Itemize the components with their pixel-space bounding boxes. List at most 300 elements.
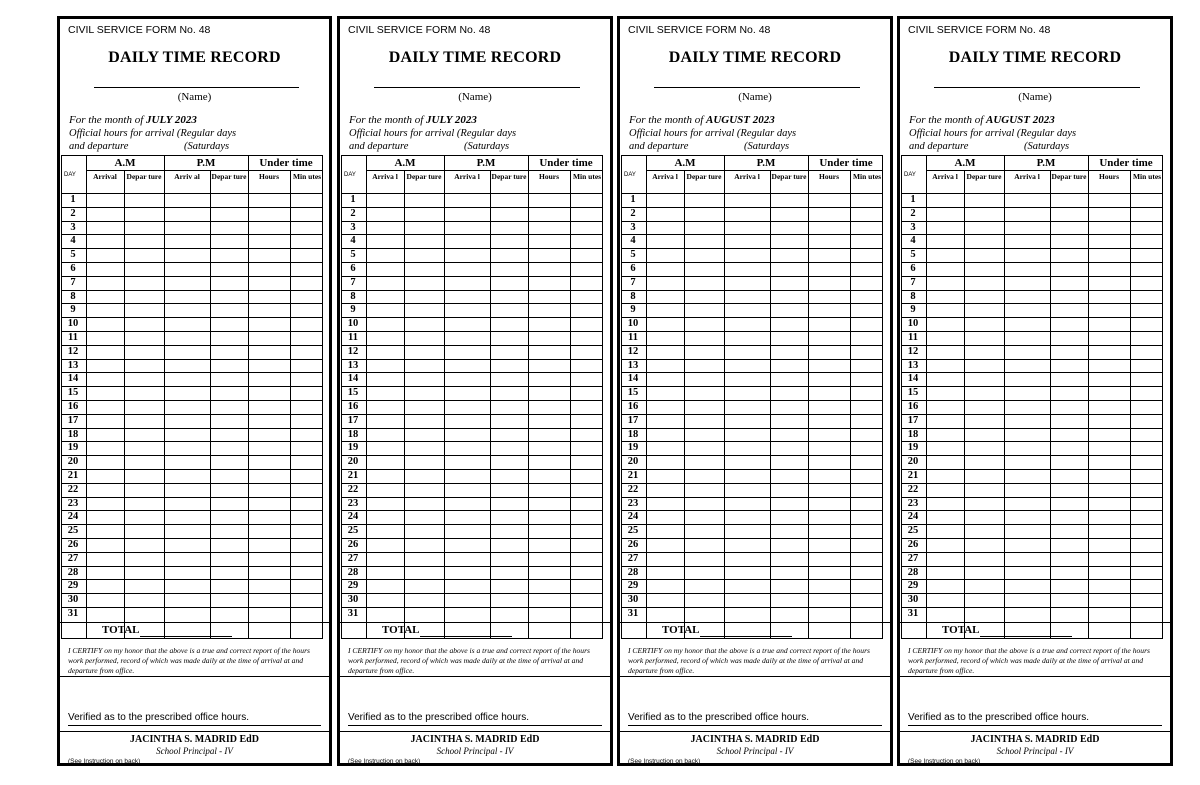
pm-header: P.M xyxy=(1036,157,1056,169)
day-number: 13 xyxy=(627,359,639,371)
day-row-line xyxy=(62,469,322,470)
signature-line xyxy=(348,725,602,726)
day-row-line xyxy=(342,262,602,263)
name-field[interactable] xyxy=(94,87,299,88)
time-grid xyxy=(621,155,883,639)
am-arrival-header: Arriva l xyxy=(932,172,958,181)
verified-text: Verified as to the prescribed office hours. xyxy=(68,712,250,723)
day-row-line xyxy=(902,345,1162,346)
day-row-line xyxy=(622,455,882,456)
official-hours-departure xyxy=(349,141,510,152)
day-number: 23 xyxy=(907,497,919,509)
day-number: 23 xyxy=(347,497,359,509)
day-row-line xyxy=(62,510,322,511)
day-number: 19 xyxy=(627,442,639,454)
day-number: 11 xyxy=(68,332,78,343)
day-row-line xyxy=(902,276,1162,277)
day-number: 9 xyxy=(630,304,636,316)
principal-title: School Principal - IV xyxy=(156,746,233,756)
day-number: 8 xyxy=(630,290,636,302)
day-number: 19 xyxy=(907,442,919,454)
day-row-line xyxy=(62,276,322,277)
day-number: 17 xyxy=(907,414,919,426)
form-code: CIVIL SERVICE FORM No. 48 xyxy=(908,24,1051,36)
day-number: 28 xyxy=(347,566,359,578)
day-row-line xyxy=(902,386,1162,387)
certification-text: I CERTIFY on my honor that the above is a true and correct report of the hours work performed, record of which was made daily at the time of arrival at and departure from office. xyxy=(348,646,590,675)
day-row-line xyxy=(622,524,882,525)
day-row-line xyxy=(622,552,882,553)
day-row-line xyxy=(902,455,1162,456)
day-row-line xyxy=(342,317,602,318)
day-row-line xyxy=(62,207,322,208)
day-row-line xyxy=(342,221,602,222)
day-row-line xyxy=(622,331,882,332)
day-number: 24 xyxy=(347,511,359,523)
day-number: 22 xyxy=(67,483,79,495)
day-row-line xyxy=(62,441,322,442)
day-number: 27 xyxy=(67,552,79,564)
day-row-line xyxy=(622,414,882,415)
day-number: 6 xyxy=(910,263,916,274)
day-number: 1 xyxy=(350,194,356,205)
pm-arrival-header: Arriv al xyxy=(174,172,200,181)
day-number: 7 xyxy=(630,276,636,288)
day-number: 2 xyxy=(630,207,636,219)
day-row-line xyxy=(342,345,602,346)
section-divider xyxy=(60,676,329,677)
day-row-line xyxy=(622,276,882,277)
day-number: 3 xyxy=(350,221,356,233)
day-number: 10 xyxy=(627,318,639,330)
day-number: 29 xyxy=(67,580,79,592)
saturdays-label: (Saturdays xyxy=(464,141,510,152)
undertime-hours-header: Hours xyxy=(258,172,279,181)
day-row-line xyxy=(622,386,882,387)
day-row-line xyxy=(342,593,602,594)
day-number: 3 xyxy=(630,221,636,233)
day-row-line xyxy=(902,607,1162,608)
day-number: 27 xyxy=(347,552,359,564)
principal-name: JACINTHA S. MADRID EdD xyxy=(410,734,540,745)
day-row-line xyxy=(342,386,602,387)
day-number: 2 xyxy=(70,207,76,219)
day-number: 26 xyxy=(627,539,639,550)
day-row-line xyxy=(62,290,322,291)
month-line xyxy=(69,114,197,126)
total-line xyxy=(980,636,1072,637)
day-number: 6 xyxy=(630,263,636,274)
day-number: 10 xyxy=(347,318,359,330)
month-line xyxy=(629,114,775,126)
day-number: 11 xyxy=(908,332,918,343)
am-arrival-header: Arrival xyxy=(93,172,117,181)
day-row-line xyxy=(342,497,602,498)
day-number: 3 xyxy=(70,221,76,233)
month-value: AUGUST 2023 xyxy=(986,114,1055,126)
instruction-note: (See Instruction on back) xyxy=(68,758,141,765)
day-number: 30 xyxy=(627,594,639,606)
day-number: 31 xyxy=(627,608,639,619)
instruction-note: (See Instruction on back) xyxy=(348,758,421,765)
day-row-line xyxy=(62,579,322,580)
signature-line xyxy=(68,725,321,726)
month-value: JULY 2023 xyxy=(146,114,197,126)
day-number: 15 xyxy=(627,387,639,399)
day-row-line xyxy=(342,372,602,373)
day-row-line xyxy=(622,538,882,539)
day-row-line xyxy=(62,400,322,401)
total-row xyxy=(340,622,610,639)
day-row-line xyxy=(902,221,1162,222)
principal-name: JACINTHA S. MADRID EdD xyxy=(130,734,259,745)
day-number: 1 xyxy=(910,194,916,205)
day-number: 31 xyxy=(67,608,79,619)
section-divider xyxy=(900,731,1170,732)
day-row-line xyxy=(342,469,602,470)
day-row-line xyxy=(902,400,1162,401)
day-number: 24 xyxy=(627,511,639,523)
time-grid xyxy=(61,155,323,639)
day-number: 21 xyxy=(627,470,639,481)
departure-label: and departure xyxy=(629,141,689,152)
day-number: 5 xyxy=(910,249,916,261)
certification-text: I CERTIFY on my honor that the above is a true and correct report of the hours work performed, record of which was made daily at the time of arrival at and departure from office. xyxy=(628,646,870,675)
month-prefix: For the month of xyxy=(629,114,704,126)
day-row-line xyxy=(902,469,1162,470)
name-label: (Name) xyxy=(177,91,212,103)
column-divider xyxy=(1050,170,1051,638)
day-number: 5 xyxy=(70,249,76,261)
day-row-line xyxy=(902,593,1162,594)
undertime-minutes-header: Min utes xyxy=(1132,172,1162,181)
day-row-line xyxy=(342,579,602,580)
am-arrival-header: Arriva l xyxy=(372,172,398,181)
day-row-line xyxy=(622,593,882,594)
am-arrival-header: Arriva l xyxy=(652,172,678,181)
day-number: 29 xyxy=(627,580,639,592)
day-number: 26 xyxy=(347,539,359,550)
undertime-hours-header: Hours xyxy=(818,172,839,181)
day-number: 26 xyxy=(67,539,79,550)
name-field[interactable] xyxy=(654,87,860,88)
time-grid xyxy=(901,155,1163,639)
undertime-header: Under time xyxy=(819,157,873,169)
day-row-line xyxy=(342,510,602,511)
name-field[interactable] xyxy=(934,87,1140,88)
column-divider xyxy=(210,170,211,638)
day-number: 5 xyxy=(350,249,356,261)
day-row-line xyxy=(622,234,882,235)
day-row-line xyxy=(342,207,602,208)
day-row-line xyxy=(62,566,322,567)
day-row-line xyxy=(622,303,882,304)
day-number: 16 xyxy=(347,401,359,412)
day-number: 30 xyxy=(67,594,79,606)
section-divider xyxy=(60,731,329,732)
time-grid xyxy=(341,155,603,639)
day-number: 14 xyxy=(907,373,919,385)
column-divider xyxy=(770,170,771,638)
day-number: 17 xyxy=(67,414,79,426)
total-line xyxy=(420,636,512,637)
undertime-minutes-header: Min utes xyxy=(292,172,322,181)
total-label: TOTAL xyxy=(102,624,140,636)
day-row-line xyxy=(622,469,882,470)
day-number: 10 xyxy=(67,318,79,330)
total-row xyxy=(620,622,890,639)
day-row-line xyxy=(62,359,322,360)
day-number: 14 xyxy=(627,373,639,385)
day-row-line xyxy=(902,303,1162,304)
day-row-line xyxy=(622,345,882,346)
column-divider xyxy=(850,170,851,638)
day-number: 12 xyxy=(67,345,79,357)
day-number: 15 xyxy=(67,387,79,399)
header-divider xyxy=(366,170,602,171)
day-row-line xyxy=(622,510,882,511)
name-label: (Name) xyxy=(1018,91,1052,103)
day-row-line xyxy=(902,497,1162,498)
day-header: DAY xyxy=(904,172,916,178)
day-number: 12 xyxy=(627,345,639,357)
day-row-line xyxy=(342,234,602,235)
day-row-line xyxy=(342,552,602,553)
day-row-line xyxy=(622,566,882,567)
day-row-line xyxy=(902,428,1162,429)
principal-title: School Principal - IV xyxy=(996,746,1074,756)
day-number: 9 xyxy=(910,304,916,316)
day-row-line xyxy=(622,290,882,291)
day-row-line xyxy=(62,483,322,484)
month-line xyxy=(909,114,1055,126)
day-number: 4 xyxy=(630,235,636,247)
pm-departure-header: Depar ture xyxy=(211,172,247,181)
total-row xyxy=(60,622,329,639)
header-divider xyxy=(86,170,322,171)
day-number: 30 xyxy=(907,594,919,606)
day-number: 17 xyxy=(627,414,639,426)
day-row-line xyxy=(902,441,1162,442)
day-number: 2 xyxy=(350,207,356,219)
total-label: TOTAL xyxy=(662,624,700,636)
am-header: A.M xyxy=(954,157,976,169)
day-number: 26 xyxy=(907,539,919,550)
day-row-line xyxy=(342,441,602,442)
day-number: 10 xyxy=(907,318,919,330)
day-number: 12 xyxy=(907,345,919,357)
section-divider xyxy=(900,676,1170,677)
certification-text: I CERTIFY on my honor that the above is a true and correct report of the hours work performed, record of which was made daily at the time of arrival at and departure from office. xyxy=(68,646,310,675)
official-hours-arrival: Official hours for arrival (Regular days xyxy=(349,128,517,139)
day-number: 25 xyxy=(907,525,919,537)
name-field[interactable] xyxy=(374,87,580,88)
day-row-line xyxy=(902,359,1162,360)
pm-departure-header: Depar ture xyxy=(1051,172,1087,181)
day-row-line xyxy=(622,428,882,429)
day-row-line xyxy=(62,317,322,318)
day-row-line xyxy=(342,607,602,608)
day-row-line xyxy=(342,428,602,429)
day-number: 4 xyxy=(350,235,356,247)
day-number: 14 xyxy=(67,373,79,385)
day-row-line xyxy=(902,317,1162,318)
day-number: 8 xyxy=(350,290,356,302)
day-number: 13 xyxy=(907,359,919,371)
month-prefix: For the month of xyxy=(349,114,424,126)
principal-name: JACINTHA S. MADRID EdD xyxy=(690,734,820,745)
day-row-line xyxy=(342,276,602,277)
day-number: 24 xyxy=(67,511,79,523)
pm-header: P.M xyxy=(476,157,496,169)
undertime-minutes-header: Min utes xyxy=(852,172,882,181)
instruction-note: (See Instruction on back) xyxy=(908,758,981,765)
day-number: 19 xyxy=(347,442,359,454)
day-row-line xyxy=(902,524,1162,525)
day-number: 13 xyxy=(67,359,79,371)
section-divider xyxy=(620,731,890,732)
day-row-line xyxy=(342,524,602,525)
day-number: 25 xyxy=(67,525,79,537)
saturdays-label: (Saturdays xyxy=(184,141,230,152)
day-number: 18 xyxy=(347,428,359,440)
column-divider xyxy=(490,170,491,638)
day-number: 2 xyxy=(910,207,916,219)
day-row-line xyxy=(622,317,882,318)
day-row-line xyxy=(62,331,322,332)
official-hours-departure xyxy=(909,141,1070,152)
day-row-line xyxy=(342,414,602,415)
day-number: 23 xyxy=(627,497,639,509)
column-divider xyxy=(404,170,405,638)
day-row-line xyxy=(62,414,322,415)
day-header: DAY xyxy=(64,172,76,178)
departure-label: and departure xyxy=(909,141,969,152)
day-number: 7 xyxy=(70,276,76,288)
day-row-line xyxy=(622,579,882,580)
day-row-line xyxy=(62,524,322,525)
day-row-line xyxy=(902,372,1162,373)
instruction-note: (See Instruction on back) xyxy=(628,758,701,765)
day-number: 31 xyxy=(907,608,919,619)
day-row-line xyxy=(622,607,882,608)
day-row-line xyxy=(62,345,322,346)
signature-line xyxy=(908,725,1162,726)
day-number: 28 xyxy=(907,566,919,578)
day-number: 16 xyxy=(907,401,919,412)
day-row-line xyxy=(62,428,322,429)
form-title: DAILY TIME RECORD xyxy=(668,49,842,66)
day-row-line xyxy=(622,221,882,222)
header-divider xyxy=(646,170,882,171)
day-number: 15 xyxy=(907,387,919,399)
day-row-line xyxy=(342,193,602,194)
day-number: 8 xyxy=(70,290,76,302)
dtr-form xyxy=(617,16,893,766)
day-number: 15 xyxy=(347,387,359,399)
undertime-hours-header: Hours xyxy=(1098,172,1119,181)
pm-header: P.M xyxy=(756,157,776,169)
month-value: JULY 2023 xyxy=(426,114,477,126)
official-hours-arrival: Official hours for arrival (Regular days xyxy=(909,128,1077,139)
day-row-line xyxy=(342,359,602,360)
section-divider xyxy=(340,676,610,677)
pm-departure-header: Depar ture xyxy=(771,172,807,181)
day-row-line xyxy=(62,262,322,263)
day-row-line xyxy=(62,593,322,594)
day-row-line xyxy=(62,248,322,249)
day-row-line xyxy=(622,400,882,401)
day-number: 27 xyxy=(627,552,639,564)
day-number: 21 xyxy=(907,470,919,481)
official-hours-departure xyxy=(69,141,230,152)
day-number: 16 xyxy=(627,401,639,412)
day-number: 20 xyxy=(347,456,359,468)
day-row-line xyxy=(62,193,322,194)
day-row-line xyxy=(902,538,1162,539)
day-row-line xyxy=(342,303,602,304)
principal-name: JACINTHA S. MADRID EdD xyxy=(970,734,1100,745)
day-number: 27 xyxy=(907,552,919,564)
day-number: 23 xyxy=(67,497,79,509)
day-number: 6 xyxy=(70,263,76,274)
am-header: A.M xyxy=(674,157,696,169)
month-line xyxy=(349,114,477,126)
month-value: AUGUST 2023 xyxy=(706,114,775,126)
day-number: 20 xyxy=(907,456,919,468)
signature-line xyxy=(628,725,882,726)
day-number: 9 xyxy=(350,304,356,316)
column-divider xyxy=(124,170,125,638)
day-row-line xyxy=(622,483,882,484)
undertime-header: Under time xyxy=(259,157,313,169)
day-number: 4 xyxy=(910,235,916,247)
undertime-header: Under time xyxy=(1099,157,1153,169)
day-row-line xyxy=(902,248,1162,249)
day-number: 29 xyxy=(347,580,359,592)
day-number: 22 xyxy=(627,483,639,495)
dtr-form xyxy=(337,16,613,766)
day-number: 5 xyxy=(630,249,636,261)
day-row-line xyxy=(342,290,602,291)
day-row-line xyxy=(62,538,322,539)
day-row-line xyxy=(342,455,602,456)
undertime-minutes-header: Min utes xyxy=(572,172,602,181)
total-row xyxy=(900,622,1170,639)
total-line xyxy=(700,636,792,637)
official-hours-arrival: Official hours for arrival (Regular days xyxy=(69,128,237,139)
am-departure-header: Depar ture xyxy=(126,172,162,181)
day-number: 21 xyxy=(67,470,79,481)
day-number: 14 xyxy=(347,373,359,385)
total-label: TOTAL xyxy=(382,624,420,636)
day-number: 28 xyxy=(627,566,639,578)
day-number: 18 xyxy=(627,428,639,440)
day-row-line xyxy=(62,221,322,222)
day-number: 12 xyxy=(347,345,359,357)
month-prefix: For the month of xyxy=(909,114,984,126)
day-number: 18 xyxy=(67,428,79,440)
day-number: 24 xyxy=(907,511,919,523)
day-number: 17 xyxy=(347,414,359,426)
day-number: 18 xyxy=(907,428,919,440)
saturdays-label: (Saturdays xyxy=(1024,141,1070,152)
column-divider xyxy=(570,170,571,638)
pm-departure-header: Depar ture xyxy=(491,172,527,181)
day-number: 22 xyxy=(347,483,359,495)
day-row-line xyxy=(622,372,882,373)
day-row-line xyxy=(62,497,322,498)
